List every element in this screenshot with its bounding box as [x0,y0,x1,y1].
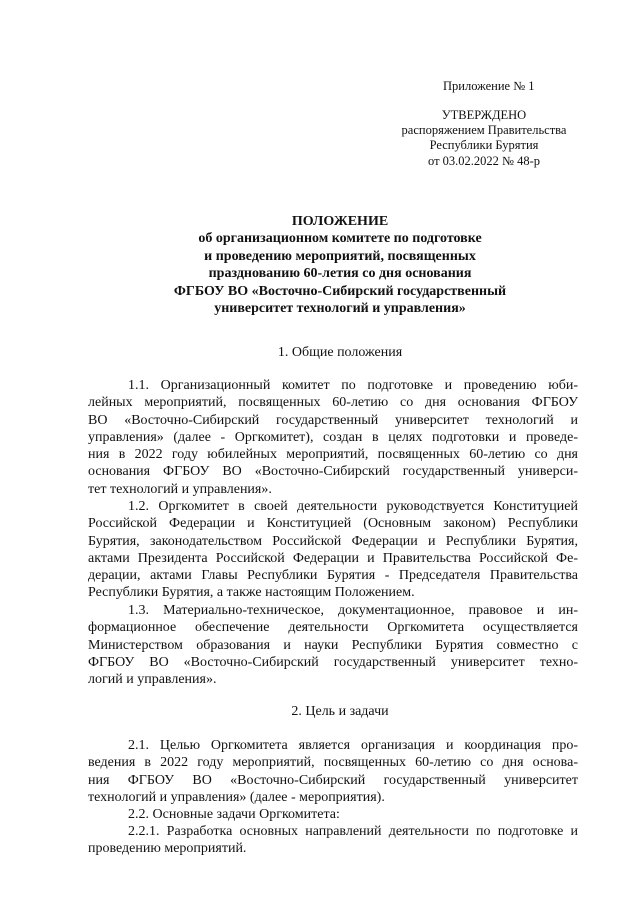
text-line: ВО «Восточно-Сибирский государственный университет технологий и [88,412,578,428]
section-heading-goals: 2. Цель и задачи [291,704,389,719]
text-line: 2.2.1. Разработка основных направлений деятельности по подготовке и [128,824,578,839]
text-line: 2.2. Основные задачи Оргкомитета: [128,807,340,822]
text-line: основания ФГБОУ ВО «Восточно-Сибирский государственный универси- [88,464,578,480]
text-line: Бурятия, законодательством Российской Федерации и Республики Бурятия, [88,533,578,549]
text-line: ния в 2022 году юбилейных мероприятий, посвященных 60-летию со дня [88,447,578,463]
text-line: актами Президента Российской Федерации и Правительства Российской Фе- [88,550,578,566]
section-heading-general: 1. Общие положения [277,345,403,360]
text-line: проведению мероприятий. [88,841,247,857]
title-line: и проведению мероприятий, посвященных [204,248,476,264]
paragraph-2-2 [88,806,578,823]
approval-block [360,108,608,169]
text-line: лейных мероприятий, посвященных 60-летию со дня основания ФГБОУ [88,395,578,411]
text-line: Министерством образования и науки Республики Бурятия совместно с [88,637,578,653]
title-line: университет технологий и управления» [214,301,466,317]
text-line: технологий и управления» (далее - мероприятия). [88,789,385,805]
approval-stamp: УТВЕРЖДЕНО [441,108,527,122]
title-line: ПОЛОЖЕНИЕ [291,214,389,229]
paragraph-1-2 [88,498,578,602]
text-line: ния ФГБОУ ВО «Восточно-Сибирский государственный университет [88,772,578,788]
appendix-label: Приложение № 1 [443,79,535,93]
approval-line: распоряжением Правительства [401,123,567,138]
text-line: Российской Федерации и Конституцией (Основным законом) Республики [88,516,578,532]
text-line: ведения в 2022 году мероприятий, посвященных 60-летию со дня основа- [88,755,578,771]
text-line: 1.2. Оргкомитет в своей деятельности руководствуется Конституцией [128,499,578,514]
text-line: формационное обеспечение деятельности Оргкомитета осуществляется [88,620,578,636]
text-line: дерации, актами Главы Республики Бурятия - Председателя Правительства [88,568,578,584]
paragraph-1-1 [88,377,578,498]
text-line: ФГБОУ ВО «Восточно-Сибирский государственный университет техно- [88,654,578,670]
title-line: об организационном комитете по подготовке [198,231,482,247]
title-line: ФГБОУ ВО «Восточно-Сибирский государственный [173,283,507,299]
paragraph-2-1 [88,737,578,806]
title-line: празднованию 60-летия со дня основания [208,266,472,282]
text-line: 2.1. Целью Оргкомитета является организация и координация про- [128,738,578,753]
text-line: 1.1. Организационный комитет по подготовке и проведению юби- [128,378,578,393]
text-line: 1.3. Материально-техническое, документационное, правовое и ин- [128,603,578,618]
document-title [70,213,610,317]
paragraph-2-2-1 [88,823,578,858]
text-line: Республики Бурятия, а также настоящим Положением. [88,585,415,601]
paragraph-1-3 [88,602,578,688]
approval-line: Республики Бурятия [429,138,539,153]
approval-line: от 03.02.2022 № 48-р [427,153,540,168]
text-line: управления» (далее - Оргкомитет), создан в целях подготовки и проведе- [88,429,578,445]
text-line: логий и управления». [88,672,217,688]
text-line: тет технологий и управления». [88,481,272,497]
